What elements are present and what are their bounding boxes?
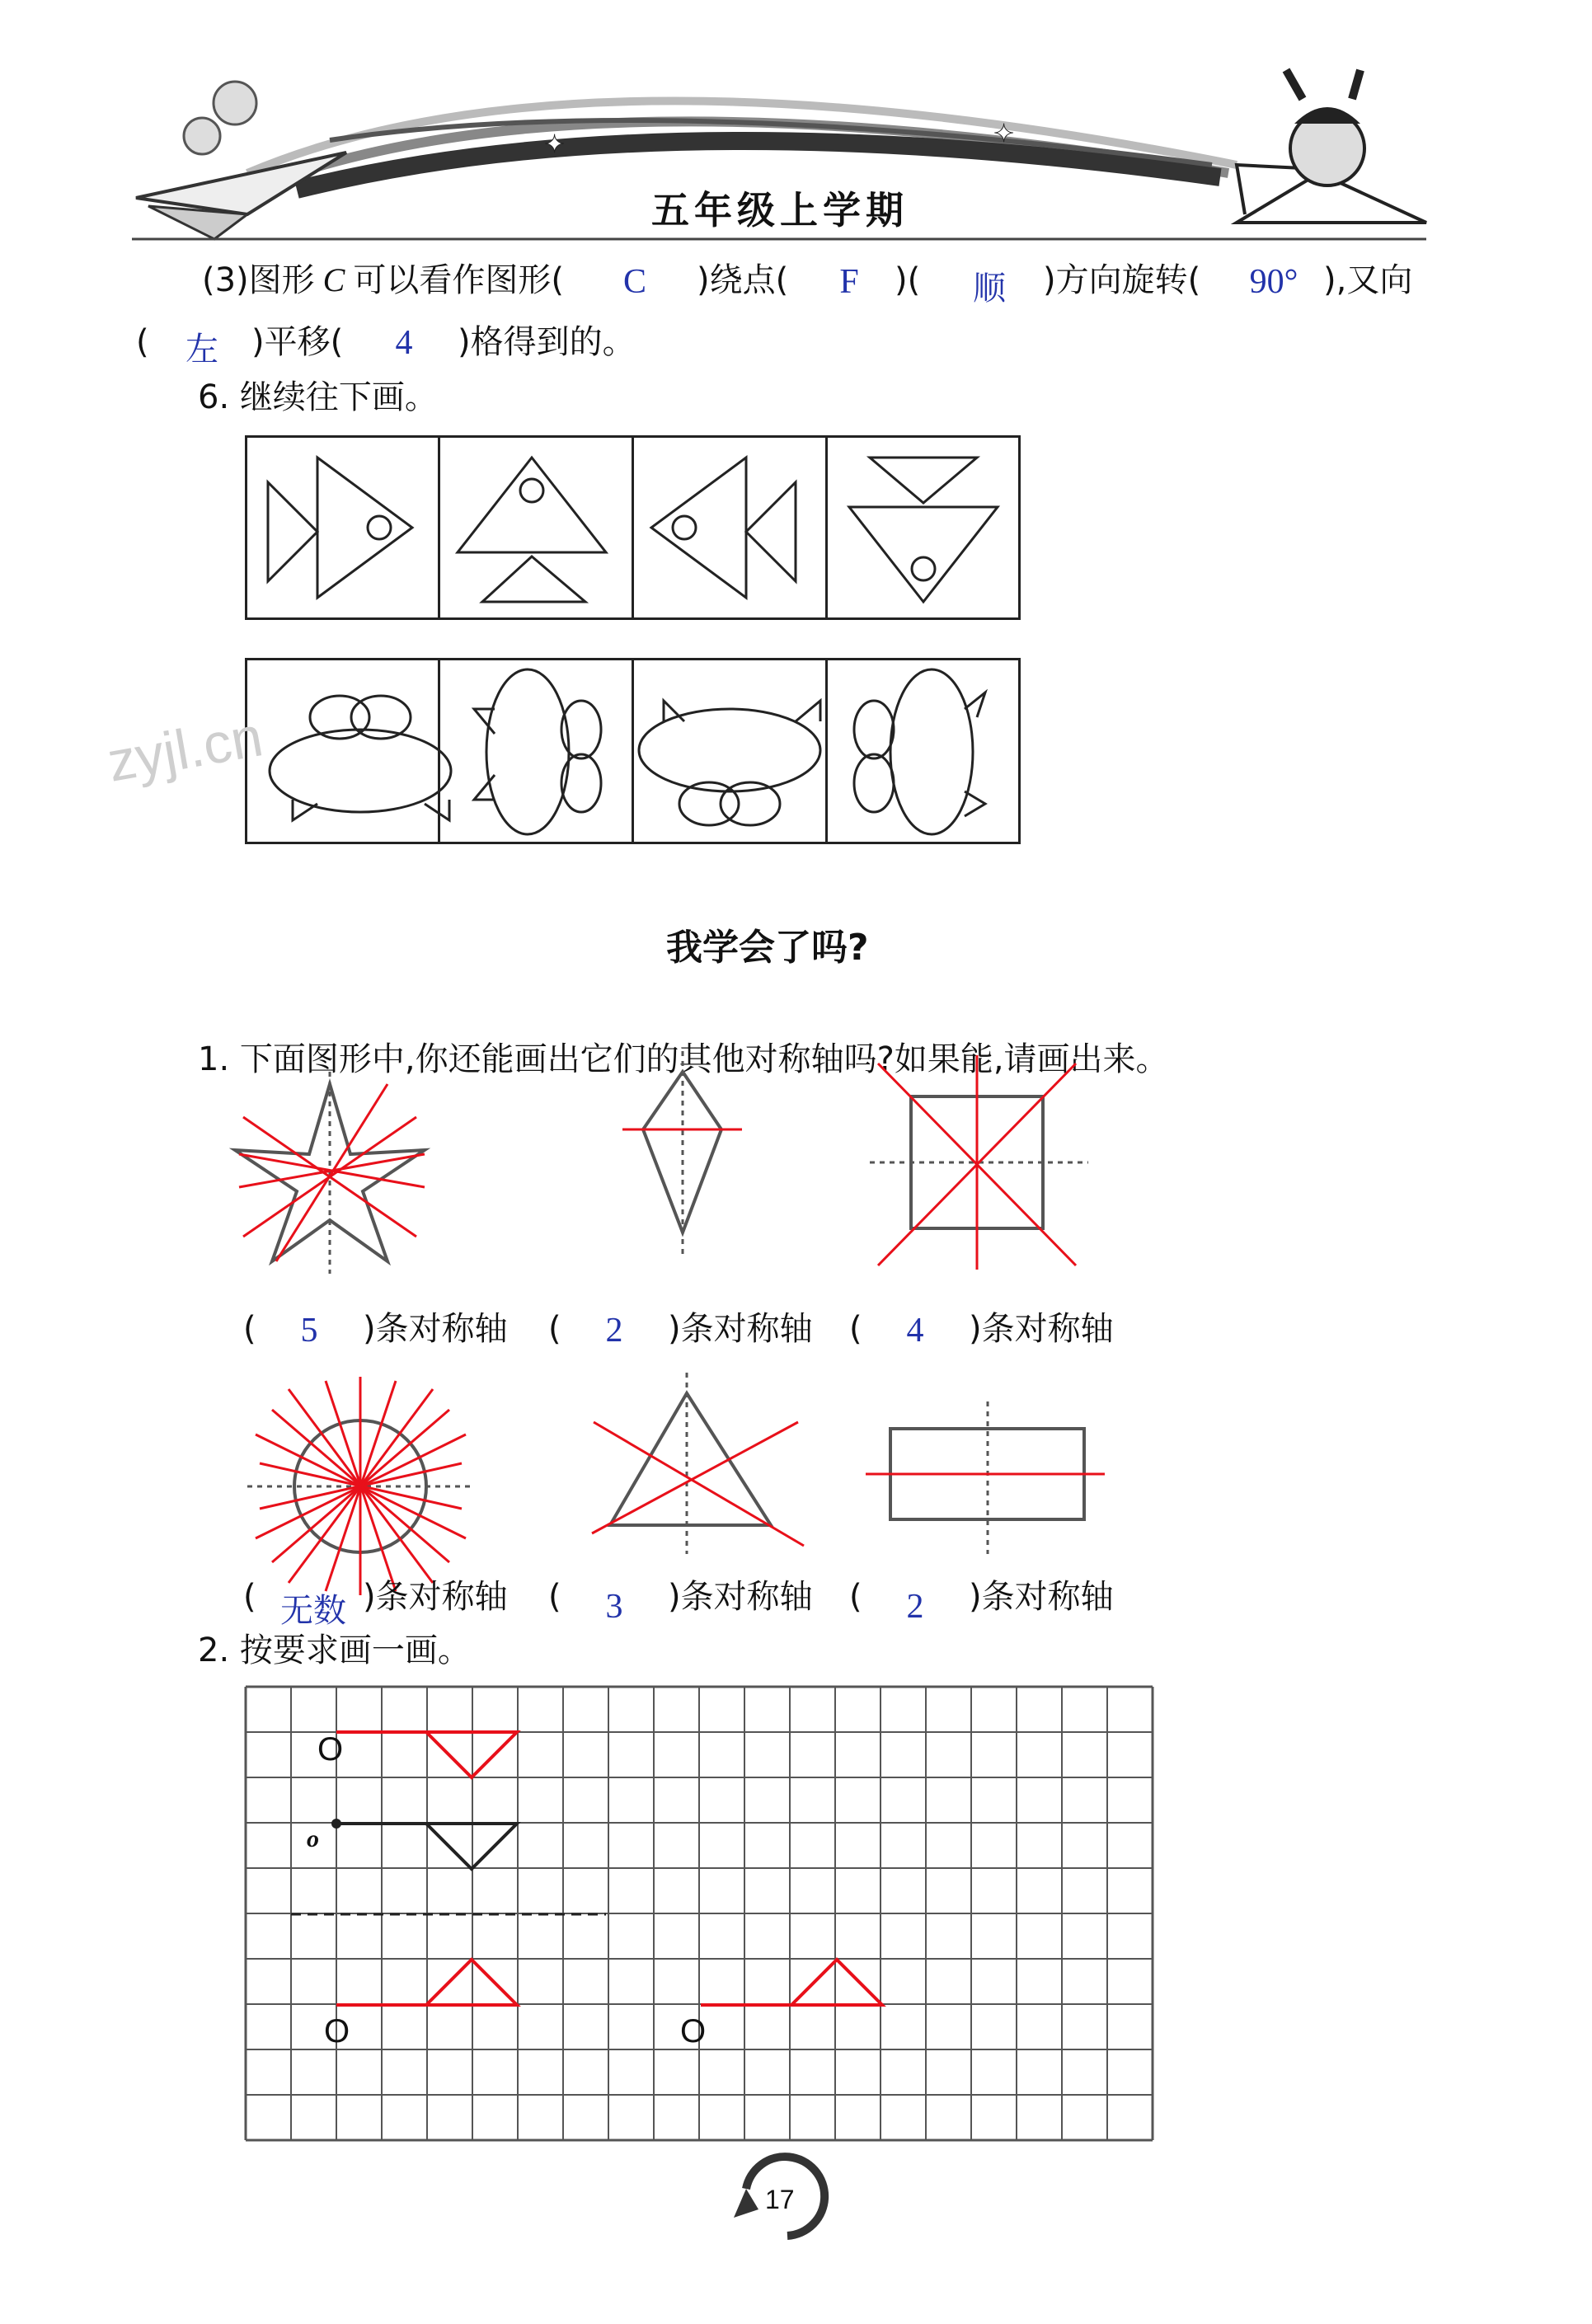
q5-3-text-e: )方向旋转( <box>1043 261 1201 299</box>
q1-label: 1. 下面图形中,你还能画出它们的其他对称轴吗?如果能,请画出来。 <box>198 1040 1169 1078</box>
q1-paren-5: ( <box>548 1578 561 1616</box>
q1-answer-4: 无数 <box>280 1592 346 1630</box>
svg-text:✦: ✦ <box>544 130 566 159</box>
q1-suffix-1: )条对称轴 <box>363 1310 508 1348</box>
q5-3-line2-open: ( <box>136 323 149 361</box>
q5-3-text-f: ),又向 <box>1323 261 1413 299</box>
q1-suffix-3: )条对称轴 <box>969 1310 1114 1348</box>
section-title: 我学会了吗? <box>666 927 869 969</box>
q1-suffix-6: )条对称轴 <box>969 1578 1114 1616</box>
answer-shape: C <box>622 263 646 301</box>
svg-text:✦: ✦ <box>993 120 1015 148</box>
q1-paren-2: ( <box>548 1310 561 1348</box>
q1-suffix-4: )条对称轴 <box>363 1578 508 1616</box>
answer-point: F <box>839 263 859 301</box>
answer-direction: 顺 <box>973 270 1006 308</box>
q1-answer-5: 3 <box>605 1588 623 1626</box>
q1-answer-6: 2 <box>906 1588 924 1626</box>
q1-answer-3: 4 <box>906 1312 924 1350</box>
q5-3-text-g: )平移( <box>251 323 344 361</box>
q1-answer-1: 5 <box>300 1312 318 1350</box>
q1-paren-1: ( <box>243 1310 256 1348</box>
grade-title: 五年级上学期 <box>651 188 909 232</box>
q1-paren-3: ( <box>849 1310 862 1348</box>
q5-3-text-c: )绕点( <box>697 261 789 299</box>
page-number: 17 <box>765 2185 795 2214</box>
q5-3-text-h: )格得到的。 <box>458 323 636 361</box>
q2-label: 2. 按要求画一画。 <box>198 1631 471 1669</box>
answer-side: 左 <box>185 331 218 369</box>
grid-point-label-4: O <box>680 2013 707 2049</box>
q1-paren-4: ( <box>243 1578 256 1616</box>
q5-3-text-b: 可以看作图形( <box>353 261 564 299</box>
grid-point-label-3: O <box>324 2013 350 2049</box>
watermark: zyjl.cn <box>102 705 268 794</box>
answer-cells: 4 <box>395 324 413 362</box>
q1-suffix-2: )条对称轴 <box>668 1310 813 1348</box>
q1-paren-6: ( <box>849 1578 862 1616</box>
q1-suffix-5: )条对称轴 <box>668 1578 813 1616</box>
grid-point-label-1: O <box>317 1731 344 1768</box>
answer-angle: 90° <box>1249 263 1298 301</box>
q5-3-text-d: )( <box>895 261 921 299</box>
q1-answer-2: 2 <box>605 1312 623 1350</box>
grid-point-label-2: o <box>307 1825 319 1852</box>
q5-3-text-a: (3)图形 <box>202 261 315 299</box>
q5-3-var: C <box>322 261 345 298</box>
q6-label: 6. 继续往下画。 <box>198 378 438 416</box>
